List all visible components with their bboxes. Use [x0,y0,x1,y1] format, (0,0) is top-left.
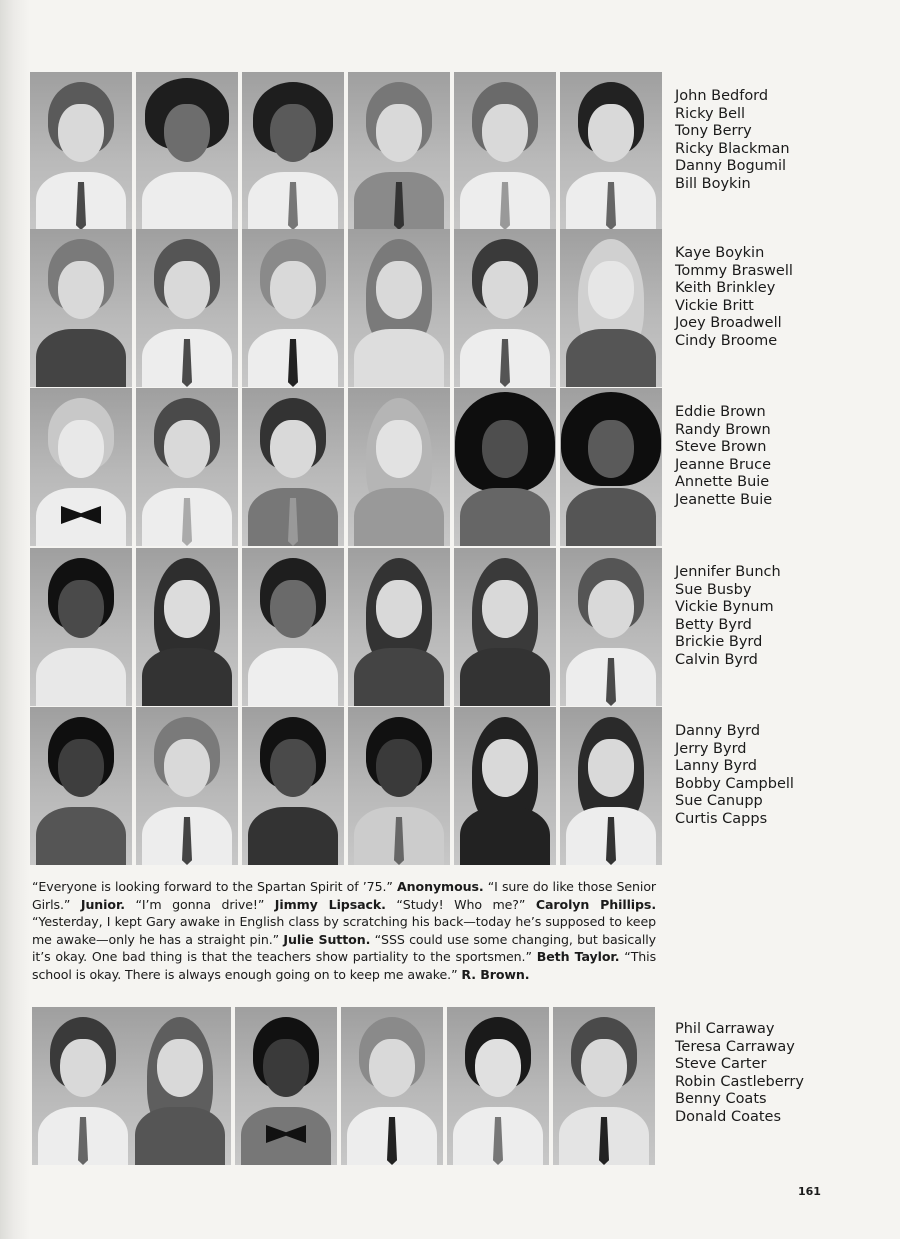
student-name: Donald Coates [675,1108,781,1125]
student-portrait [560,548,662,706]
quote-author: R. Brown. [461,966,530,982]
student-name: Ricky Blackman [675,140,790,157]
student-portrait [30,707,132,865]
student-name: Calvin Byrd [675,651,758,668]
student-portrait [242,388,344,546]
student-name: Curtis Capps [675,810,768,827]
portrait-strip [30,72,660,230]
student-portrait [560,72,662,230]
student-name: Lanny Byrd [675,758,757,775]
student-portrait [32,1007,134,1165]
quote-text: “This school is okay. There is always enough going on to keep me awake.” [32,949,657,982]
student-portrait [348,229,450,387]
student-name: Kaye Boykin [675,245,765,261]
page-number: 161 [798,1185,821,1198]
student-name: Vickie Britt [675,297,754,314]
quote-author: Carolyn Phillips. [535,896,657,912]
student-portrait [447,1007,549,1165]
student-portrait [348,388,450,546]
quote-text: “Everyone is looking forward to the Spartan Spirit of ’75.” [32,879,393,894]
student-portrait [136,229,238,387]
student-portrait [454,72,556,230]
student-name: Jeanette Buie [675,491,773,508]
student-name: Steve Brown [675,439,767,456]
student-name: Steve Carter [675,1056,767,1073]
student-portrait [454,229,556,387]
student-name: Tony Berry [675,123,752,140]
student-name: Phil Carraway [675,1021,775,1037]
student-name: John Bedford [675,88,769,104]
quote-author: Junior. [80,896,125,912]
student-name: Joey Broadwell [675,315,782,332]
student-portrait [242,229,344,387]
quote-text: “I’m gonna drive!” [135,896,265,912]
student-portrait [341,1007,443,1165]
student-name: Keith Brinkley [675,280,776,297]
name-list [675,564,875,670]
name-list [675,723,875,829]
portrait-strip [30,388,660,546]
portrait-strip [30,548,660,706]
student-name: Danny Byrd [675,723,761,739]
name-list [675,88,875,194]
student-name: Cindy Broome [675,332,778,349]
student-name: Benny Coats [675,1091,767,1108]
student-name: Robin Castleberry [675,1073,804,1090]
student-portrait [242,707,344,865]
student-portrait [129,1007,231,1165]
student-portrait [454,707,556,865]
student-name: Eddie Brown [675,404,766,420]
student-name: Sue Busby [675,581,752,598]
student-portrait [30,229,132,387]
name-list [675,404,875,510]
student-portrait [242,548,344,706]
student-portrait [136,388,238,546]
quote-text: “I sure do like those Senior Girls.” [32,879,657,912]
name-list [675,245,875,351]
student-quotes-paragraph [32,878,656,984]
portrait-strip [30,229,660,387]
quote-author: Jimmy Lipsack. [274,896,386,912]
student-portrait [136,548,238,706]
student-portrait [348,707,450,865]
student-name: Annette Buie [675,474,770,491]
student-name: Bill Boykin [675,175,751,192]
quote-author: Anonymous. [397,879,484,894]
student-name: Brickie Byrd [675,634,763,651]
student-name: Jeanne Bruce [675,456,771,473]
student-portrait [454,388,556,546]
student-portrait [553,1007,655,1165]
student-name: Jennifer Bunch [675,564,781,580]
student-portrait [560,229,662,387]
student-portrait [348,548,450,706]
student-portrait [136,707,238,865]
student-portrait [30,388,132,546]
student-portrait [30,72,132,230]
student-name: Betty Byrd [675,616,752,633]
student-portrait [136,72,238,230]
student-portrait [30,548,132,706]
quote-text: “SSS could use some changing, but basically it’s okay. One bad thing is that the teachers show partiality to the sportsmen.” [32,931,657,965]
student-name: Jerry Byrd [675,740,747,757]
quote-text: “Yesterday, I kept Gary awake in English class by scratching his back—today he’s supposed to keep me awake—only he has a straight pin.” [32,914,656,947]
name-list [675,1021,875,1127]
quote-author: Julie Sutton. [283,931,371,947]
quote-author: Beth Taylor. [536,949,620,965]
student-portrait [560,707,662,865]
student-name: Randy Brown [675,421,771,438]
student-name: Teresa Carraway [675,1038,795,1055]
student-name: Bobby Campbell [675,775,794,792]
student-portrait [242,72,344,230]
student-name: Sue Canupp [675,793,763,810]
student-portrait [560,388,662,546]
student-portrait [348,72,450,230]
portrait-strip [30,1007,660,1165]
student-portrait [235,1007,337,1165]
portrait-strip [30,707,660,865]
student-name: Ricky Bell [675,105,746,122]
student-name: Vickie Bynum [675,599,774,616]
quote-text: “Study! Who me?” [396,896,526,912]
student-name: Tommy Braswell [675,262,793,279]
student-name: Danny Bogumil [675,158,787,175]
student-portrait [454,548,556,706]
